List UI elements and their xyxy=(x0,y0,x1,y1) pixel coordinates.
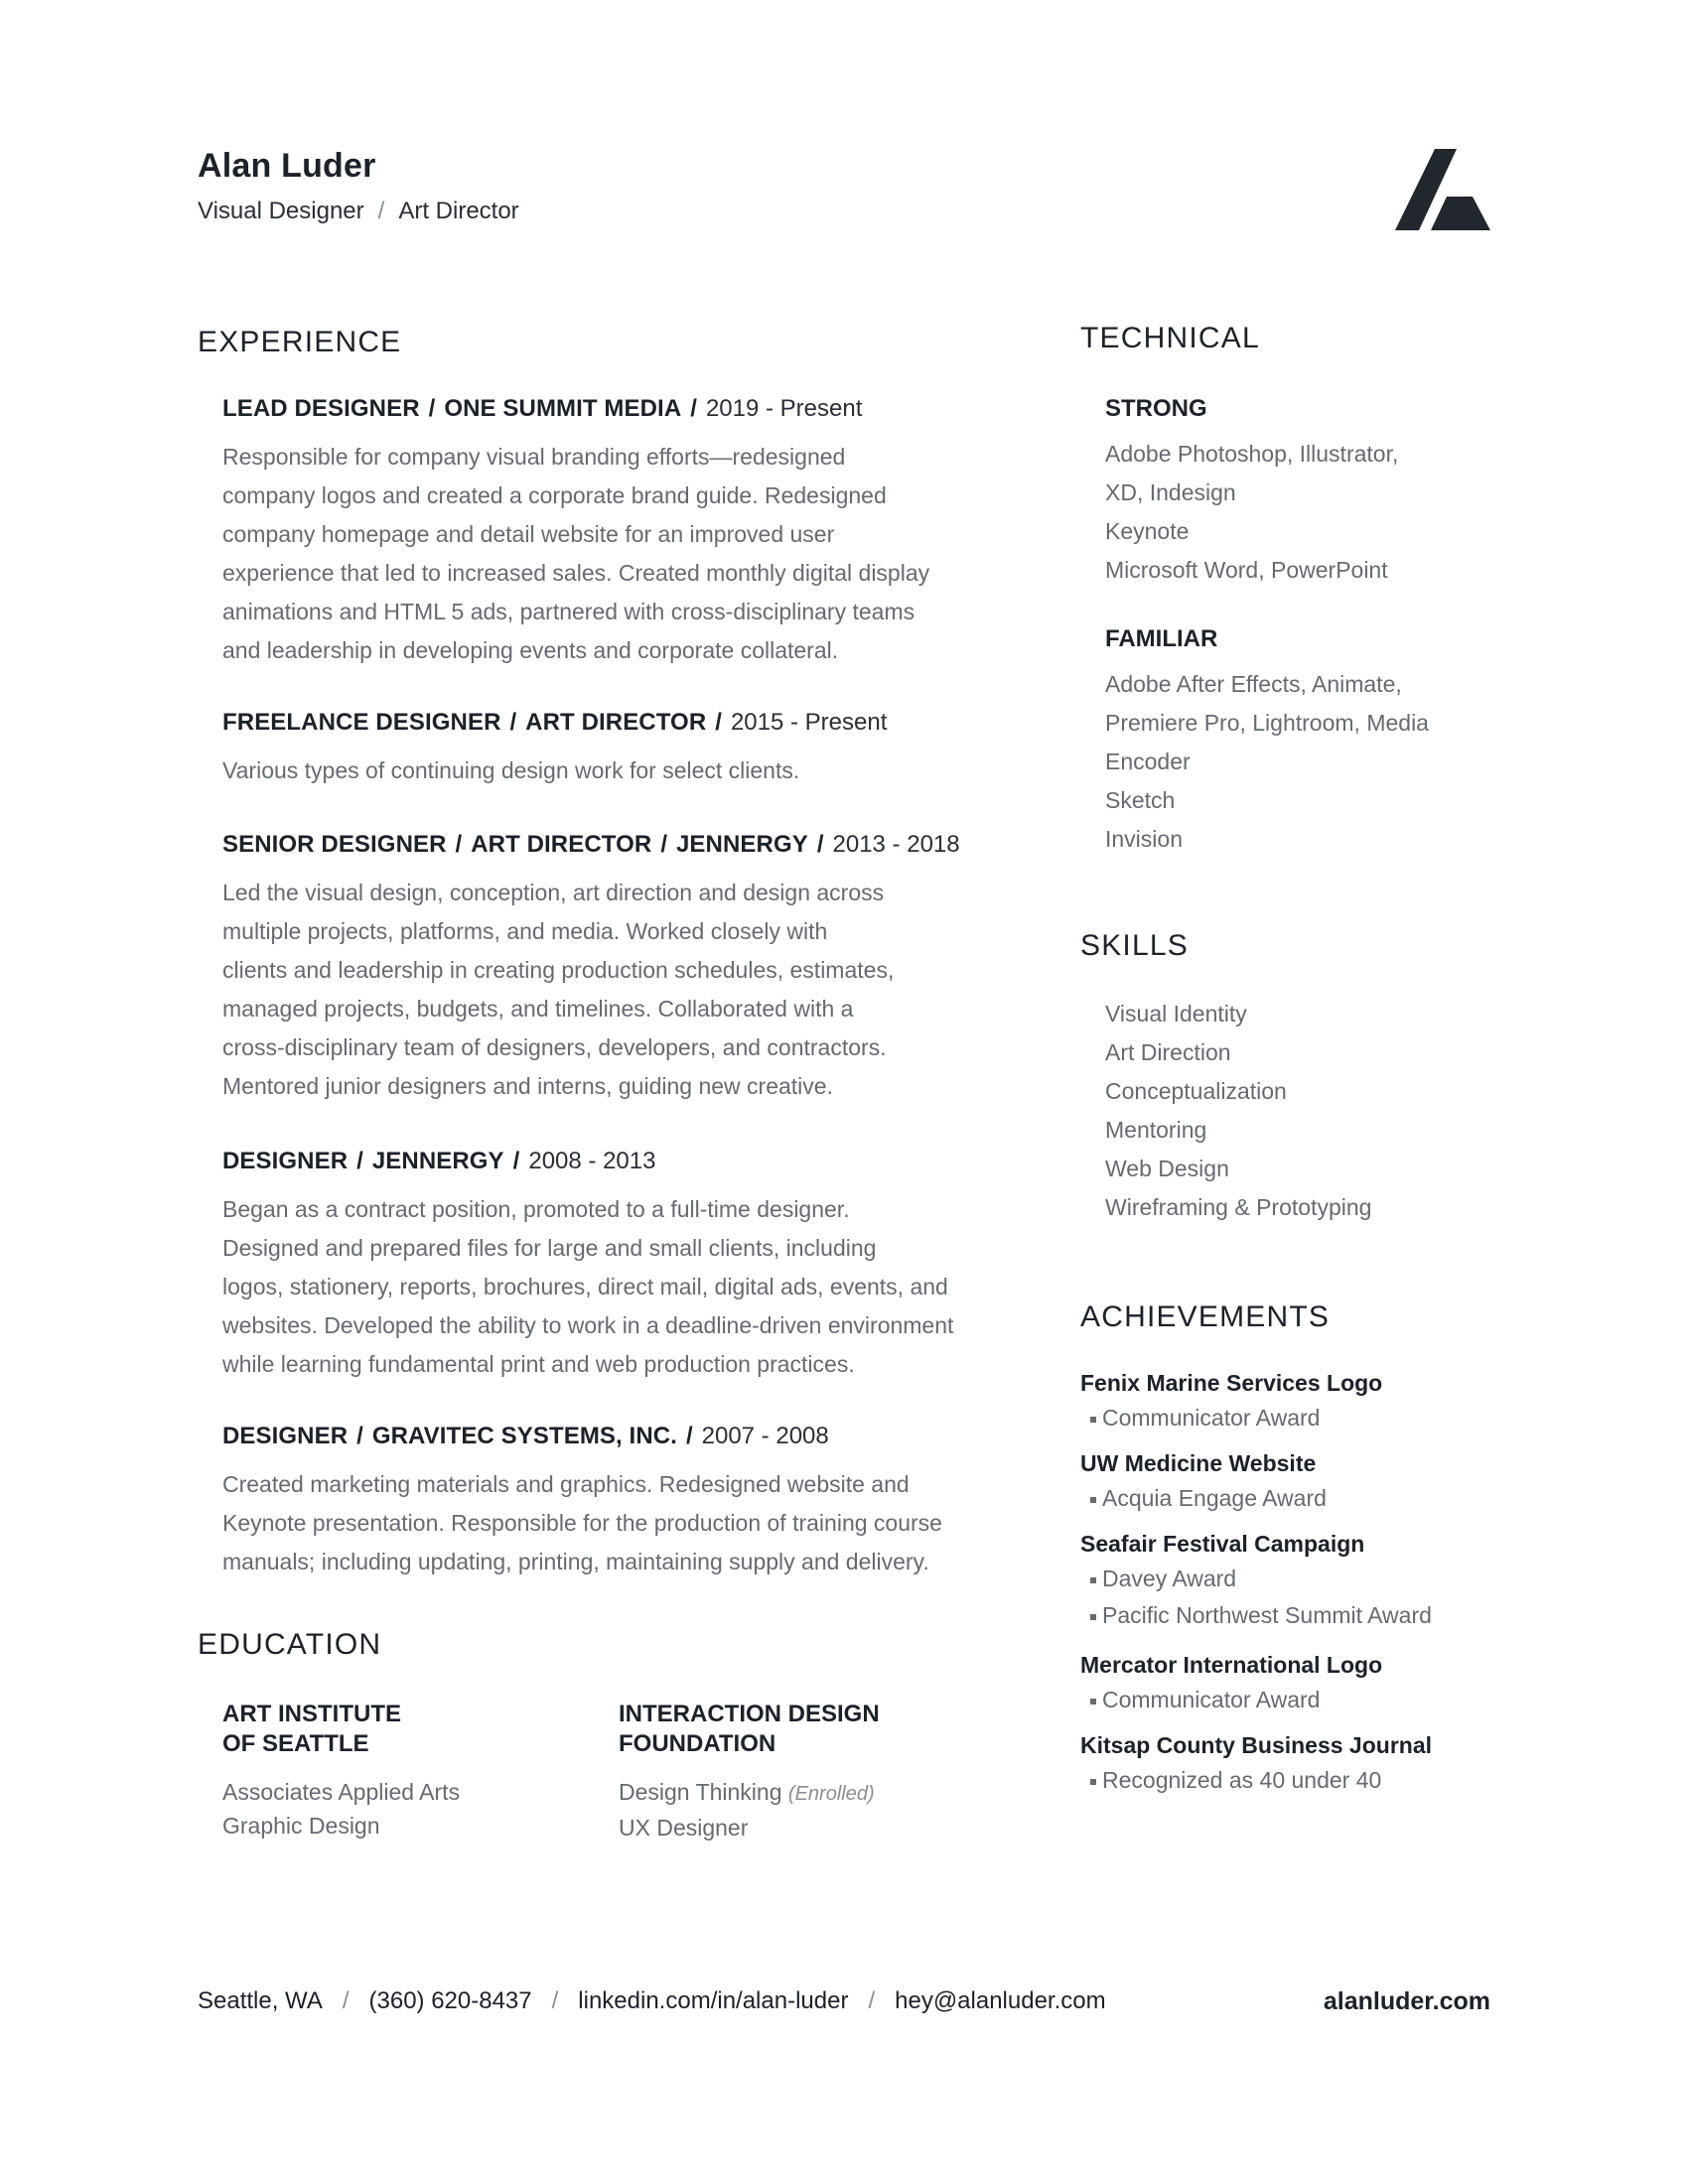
school-name-line: FOUNDATION xyxy=(619,1730,776,1757)
job-role: LEAD DESIGNER xyxy=(222,395,420,422)
list-item: Adobe After Effects, Animate, xyxy=(1105,671,1402,697)
bullet-icon xyxy=(1090,1497,1096,1503)
achievement-award xyxy=(1080,1485,1327,1512)
achievement-entry xyxy=(1080,1370,1382,1432)
description-line: Designed and prepared files for large and small clients, including xyxy=(222,1235,877,1261)
contact-email-link[interactable]: hey@alanluder.com xyxy=(895,1987,1106,2014)
degree-line: UX Designer xyxy=(619,1815,749,1841)
technical-strong-group xyxy=(1105,395,1398,590)
contact-location: Seattle, WA xyxy=(198,1987,323,2014)
achievement-title: UW Medicine Website xyxy=(1080,1450,1317,1476)
list-item: Adobe Photoshop, Illustrator, xyxy=(1105,441,1399,467)
description-line: cross-disciplinary team of designers, developers, and contractors. xyxy=(222,1034,887,1060)
description-line: manuals; including updating, printing, maintaining supply and delivery. xyxy=(222,1549,929,1574)
description-line: Mentored junior designers and interns, guiding new creative. xyxy=(222,1073,833,1099)
contact-linkedin-link[interactable]: linkedin.com/in/alan-luder xyxy=(578,1987,849,2014)
school-name-line: OF SEATTLE xyxy=(222,1730,369,1757)
description-line: company logos and created a corporate brand guide. Redesigned xyxy=(222,482,887,508)
job-role: FREELANCE DESIGNER xyxy=(222,709,501,736)
description-line: logos, stationery, reports, brochures, direct mail, digital ads, events, and xyxy=(222,1274,948,1299)
award-text: Acquia Engage Award xyxy=(1102,1485,1327,1511)
job-description xyxy=(222,438,997,670)
technical-familiar-group xyxy=(1105,625,1429,859)
list-item: Invision xyxy=(1105,826,1183,852)
technical-heading: TECHNICAL xyxy=(1080,322,1260,354)
description-line: Began as a contract position, promoted to a full-time designer. xyxy=(222,1196,850,1222)
job-years: 2007 - 2008 xyxy=(701,1423,829,1449)
job-org: ART DIRECTOR xyxy=(525,709,707,736)
list-item: Art Direction xyxy=(1105,1039,1231,1065)
role-art-director: Art Director xyxy=(398,198,519,224)
job-description xyxy=(222,751,997,790)
bullet-icon xyxy=(1090,1614,1096,1620)
achievement-award xyxy=(1080,1602,1432,1629)
achievement-award xyxy=(1080,1566,1432,1592)
description-line: company homepage and detail website for an improved user xyxy=(222,521,835,547)
job-description xyxy=(222,874,997,1106)
list-item: Sketch xyxy=(1105,787,1176,813)
job-years: 2019 - Present xyxy=(705,395,863,422)
description-line: Various types of continuing design work for select clients. xyxy=(222,757,800,783)
list-item: Premiere Pro, Lightroom, Media xyxy=(1105,710,1429,736)
resume-subtitle xyxy=(198,198,519,225)
footer-separator: / xyxy=(342,1987,350,2014)
school-name xyxy=(222,1700,580,1759)
achievement-title: Fenix Marine Services Logo xyxy=(1080,1370,1383,1396)
degree-details xyxy=(619,1775,996,1844)
strong-heading: STRONG xyxy=(1105,395,1207,422)
description-line: Keynote presentation. Responsible for the production of training course xyxy=(222,1510,942,1536)
job-years: 2015 - Present xyxy=(730,709,888,736)
job-org: ART DIRECTOR xyxy=(471,831,652,858)
bullet-icon xyxy=(1090,1699,1096,1705)
job-org: GRAVITEC SYSTEMS, INC. xyxy=(371,1423,677,1449)
description-line: Led the visual design, conception, art direction and design across xyxy=(222,880,885,905)
list-item: Keynote xyxy=(1105,518,1190,544)
description-line: Responsible for company visual branding efforts—redesigned xyxy=(222,444,846,470)
award-text: Communicator Award xyxy=(1102,1687,1321,1712)
award-text: Recognized as 40 under 40 xyxy=(1102,1767,1382,1793)
job-org: JENNERGY xyxy=(371,1148,504,1174)
job-description xyxy=(222,1190,997,1384)
achievement-entry xyxy=(1080,1531,1432,1629)
job-heading: DESIGNER / JENNERGY / 2008 - 2013 xyxy=(222,1148,656,1174)
description-line: animations and HTML 5 ads, partnered with cross-disciplinary teams xyxy=(222,599,915,624)
familiar-list xyxy=(1105,665,1429,859)
list-item: Visual Identity xyxy=(1105,1001,1247,1026)
achievement-entry xyxy=(1080,1732,1432,1794)
footer-separator: / xyxy=(868,1987,876,2014)
job-role: DESIGNER xyxy=(222,1148,349,1174)
achievement-entry xyxy=(1080,1652,1382,1713)
job-role: SENIOR DESIGNER xyxy=(222,831,447,858)
job-heading: FREELANCE DESIGNER / ART DIRECTOR / 2015 - Present xyxy=(222,709,888,736)
degree-line: Graphic Design xyxy=(222,1813,380,1839)
job-years: 2013 - 2018 xyxy=(832,831,960,858)
degree-line: Associates Applied Arts xyxy=(222,1779,461,1805)
achievements-heading: ACHIEVEMENTS xyxy=(1080,1300,1331,1333)
familiar-heading: FAMILIAR xyxy=(1105,625,1218,652)
list-item: Wireframing & Prototyping xyxy=(1105,1194,1372,1220)
subtitle-separator: / xyxy=(377,198,385,224)
contact-phone[interactable]: (360) 620-8437 xyxy=(368,1987,532,2014)
achievement-award xyxy=(1080,1767,1432,1794)
list-item: Conceptualization xyxy=(1105,1078,1287,1104)
role-visual-designer: Visual Designer xyxy=(198,198,364,224)
skills-heading: SKILLS xyxy=(1080,929,1189,962)
list-item: Mentoring xyxy=(1105,1117,1207,1143)
award-text: Davey Award xyxy=(1102,1566,1237,1591)
website-link[interactable]: alanluder.com xyxy=(1323,1987,1490,2015)
description-line: while learning fundamental print and web production practices. xyxy=(222,1351,855,1377)
degree-details xyxy=(222,1775,580,1843)
contact-footer xyxy=(198,1987,1106,2015)
bullet-icon xyxy=(1090,1417,1096,1423)
degree-line-text: Design Thinking xyxy=(619,1779,782,1805)
list-item: Microsoft Word, PowerPoint xyxy=(1105,557,1388,583)
list-item: XD, Indesign xyxy=(1105,479,1236,505)
job-heading: LEAD DESIGNER / ONE SUMMIT MEDIA / 2019 - Present xyxy=(222,395,863,422)
skills-list xyxy=(1105,995,1371,1227)
description-line: Created marketing materials and graphics. Redesigned website and xyxy=(222,1471,910,1497)
education-entry-art-institute xyxy=(222,1700,580,1843)
strong-list xyxy=(1105,435,1398,590)
description-line: multiple projects, platforms, and media. Worked closely with xyxy=(222,918,828,944)
footer-separator: / xyxy=(551,1987,559,2014)
school-name-line: ART INSTITUTE xyxy=(222,1701,401,1727)
job-entry-lead-designer xyxy=(222,395,997,670)
job-org: ONE SUMMIT MEDIA xyxy=(444,395,682,422)
education-heading: EDUCATION xyxy=(198,1628,382,1661)
achievement-title: Mercator International Logo xyxy=(1080,1652,1383,1678)
job-entry-designer-jennergy xyxy=(222,1148,997,1384)
description-line: websites. Developed the ability to work in a deadline-driven environment xyxy=(222,1312,954,1338)
bullet-icon xyxy=(1090,1779,1096,1785)
resume-name: Alan Luder xyxy=(198,147,376,185)
award-text: Pacific Northwest Summit Award xyxy=(1102,1602,1432,1628)
job-description xyxy=(222,1465,997,1581)
award-text: Communicator Award xyxy=(1102,1405,1321,1431)
job-heading: DESIGNER / GRAVITEC SYSTEMS, INC. / 2007 - 2008 xyxy=(222,1423,829,1449)
list-item: Web Design xyxy=(1105,1156,1229,1181)
enrolled-note: (Enrolled) xyxy=(787,1783,875,1805)
job-heading: SENIOR DESIGNER / ART DIRECTOR / JENNERGY / 2013 - 2018 xyxy=(222,831,960,858)
description-line: experience that led to increased sales. Created monthly digital display xyxy=(222,560,930,586)
job-years: 2008 - 2013 xyxy=(528,1148,656,1174)
achievement-award xyxy=(1080,1687,1382,1713)
list-item: Encoder xyxy=(1105,749,1191,774)
achievement-entry xyxy=(1080,1450,1327,1512)
school-name-line: INTERACTION DESIGN xyxy=(619,1701,880,1727)
job-entry-designer-gravitec xyxy=(222,1423,997,1581)
job-entry-senior-designer xyxy=(222,831,997,1106)
description-line: managed projects, budgets, and timelines. Collaborated with a xyxy=(222,996,854,1022)
experience-heading: EXPERIENCE xyxy=(198,326,402,358)
job-entry-freelance-designer xyxy=(222,709,997,790)
description-line: clients and leadership in creating production schedules, estimates, xyxy=(222,957,895,983)
job-org-secondary: JENNERGY xyxy=(675,831,808,858)
achievement-title: Kitsap County Business Journal xyxy=(1080,1732,1433,1758)
description-line: and leadership in developing events and corporate collateral. xyxy=(222,637,839,663)
achievement-award xyxy=(1080,1405,1382,1432)
bullet-icon xyxy=(1090,1577,1096,1583)
degree-line xyxy=(619,1775,996,1811)
achievement-title: Seafair Festival Campaign xyxy=(1080,1531,1365,1557)
school-name xyxy=(619,1700,996,1759)
alan-luder-logo-icon xyxy=(1395,149,1490,230)
education-entry-interaction-design-foundation xyxy=(619,1700,996,1844)
job-role: DESIGNER xyxy=(222,1423,349,1449)
